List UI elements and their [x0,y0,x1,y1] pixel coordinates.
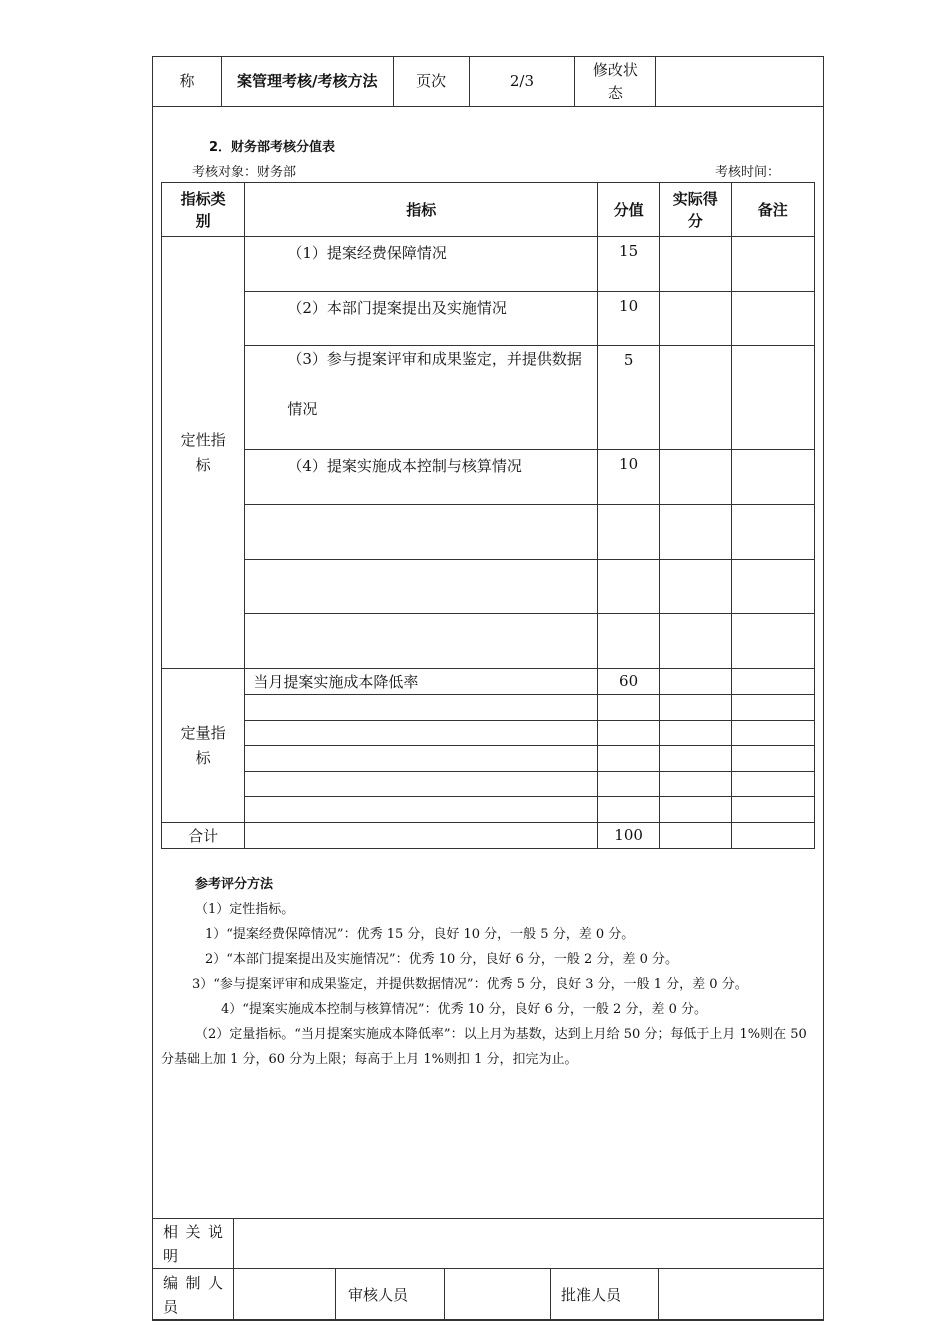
assessment-time: 考核时间： [715,165,781,180]
header-indicator: 指标 [245,183,598,237]
indicator-cell[interactable] [245,560,598,614]
document-header [152,56,824,107]
indicator-cell: （4）提案实施成本控制与核算情况 [245,450,598,505]
table-row [162,450,815,505]
remarks-cell[interactable] [731,614,814,669]
indicator-text: （3）参与提案评审和成果鉴定，并提供数据情况 [287,350,582,418]
rules-line: （2）定量指标。“当月提案实施成本降低率”：以上月为基数，达到上月给 50 分；每低于上月 1%则在 50 分基础上加 1 分，60 分为上限；每高于上月 1%则扣 1 分，扣完为止。 [161,1027,807,1067]
remarks-cell[interactable] [731,346,814,450]
table-row [162,669,815,695]
score-cell[interactable] [598,505,660,560]
rules-heading: 参考评分方法 [195,877,274,892]
actual-score-cell[interactable] [659,292,731,346]
table-row [162,614,815,669]
quantitative-category: 定量指标 [162,669,245,823]
indicator-cell[interactable] [245,695,598,721]
table-row [162,237,815,292]
score-cell: 60 [598,669,660,695]
assessment-target: 考核对象：财务部 [192,165,297,180]
score-cell[interactable] [598,721,660,746]
score-cell: 15 [598,237,660,292]
score-table [161,182,815,849]
prepared-by-label: 编制人员 [153,1269,234,1321]
score-cell: 10 [598,450,660,505]
table-row [162,797,815,823]
header-page-value: 2/3 [469,57,575,107]
actual-score-cell[interactable] [659,237,731,292]
actual-score-cell[interactable] [659,346,731,450]
footer-signoff-row [153,1269,824,1321]
score-table-header [162,183,815,237]
rules-line: 4）“提案实施成本控制与核算情况”：优秀 10 分，良好 6 分，一般 2 分，差 0 分。 [221,1002,707,1017]
table-row [162,695,815,721]
table-row [162,346,815,450]
section-title: 2．财务部考核分值表 [209,140,336,155]
indicator-cell[interactable] [245,746,598,772]
remarks-cell[interactable] [731,772,814,797]
rules-line: 1）“提案经费保障情况”：优秀 15 分，良好 10 分，一般 5 分，差 0 分。 [205,927,635,942]
header-score: 分值 [598,183,660,237]
actual-score-cell[interactable] [659,614,731,669]
indicator-cell[interactable] [245,721,598,746]
score-cell: 10 [598,292,660,346]
total-remarks-cell[interactable] [731,823,814,849]
score-cell: 5 [598,346,660,450]
approver-value[interactable] [659,1269,824,1321]
related-notes-value[interactable] [234,1219,824,1269]
score-cell[interactable] [598,797,660,823]
total-row [162,823,815,849]
indicator-cell[interactable] [245,614,598,669]
remarks-cell[interactable] [731,721,814,746]
score-cell[interactable] [598,560,660,614]
actual-score-cell[interactable] [659,797,731,823]
header-revision-label: 修改状态 [575,57,656,107]
indicator-cell: （2）本部门提案提出及实施情况 [245,292,598,346]
score-cell[interactable] [598,614,660,669]
indicator-cell: 当月提案实施成本降低率 [245,669,598,695]
actual-score-cell[interactable] [659,669,731,695]
header-actual-score: 实际得分 [659,183,731,237]
footer-related-row [153,1219,824,1269]
total-actual-score-cell[interactable] [659,823,731,849]
total-indicator-cell [245,823,598,849]
remarks-cell[interactable] [731,560,814,614]
actual-score-cell[interactable] [659,721,731,746]
header-name-cell: 称 [153,57,222,107]
table-row [162,505,815,560]
table-row [162,746,815,772]
indicator-cell[interactable] [245,505,598,560]
prepared-by-value[interactable] [234,1269,336,1321]
remarks-cell[interactable] [731,669,814,695]
remarks-cell[interactable] [731,237,814,292]
header-page-label: 页次 [393,57,469,107]
indicator-cell [245,346,598,450]
rules-line: 3）“参与提案评审和成果鉴定，并提供数据情况”：优秀 5 分，良好 3 分，一般 1 分，差 0 分。 [192,977,748,992]
total-value: 100 [598,823,660,849]
score-cell[interactable] [598,695,660,721]
total-label: 合计 [162,823,245,849]
remarks-cell[interactable] [731,505,814,560]
indicator-cell: （1）提案经费保障情况 [245,237,598,292]
rules-line: 2）“本部门提案提出及实施情况”：优秀 10 分，良好 6 分，一般 2 分，差 0 分。 [205,952,678,967]
document-footer [152,1218,824,1321]
remarks-cell[interactable] [731,450,814,505]
header-revision-value [656,57,824,107]
header-category: 指标类别 [162,183,245,237]
header-remarks: 备注 [731,183,814,237]
indicator-cell[interactable] [245,772,598,797]
remarks-cell[interactable] [731,746,814,772]
actual-score-cell[interactable] [659,560,731,614]
qualitative-category: 定性指标 [162,237,245,669]
actual-score-cell[interactable] [659,772,731,797]
actual-score-cell[interactable] [659,505,731,560]
table-row [162,721,815,746]
remarks-cell[interactable] [731,797,814,823]
remarks-cell[interactable] [731,292,814,346]
score-cell[interactable] [598,772,660,797]
actual-score-cell[interactable] [659,695,731,721]
rules-line: （1）定性指标。 [195,902,295,917]
approver-label: 批准人员 [551,1269,659,1321]
scoring-rules [161,872,821,1072]
reviewer-value[interactable] [445,1269,551,1321]
score-cell[interactable] [598,746,660,772]
table-row [162,560,815,614]
header-title-cell: 案管理考核/考核方法 [221,57,393,107]
indicator-cell[interactable] [245,797,598,823]
remarks-cell[interactable] [731,695,814,721]
reviewer-label: 审核人员 [336,1269,445,1321]
actual-score-cell[interactable] [659,450,731,505]
related-notes-label: 相关说明 [153,1219,234,1269]
table-row [162,772,815,797]
actual-score-cell[interactable] [659,746,731,772]
